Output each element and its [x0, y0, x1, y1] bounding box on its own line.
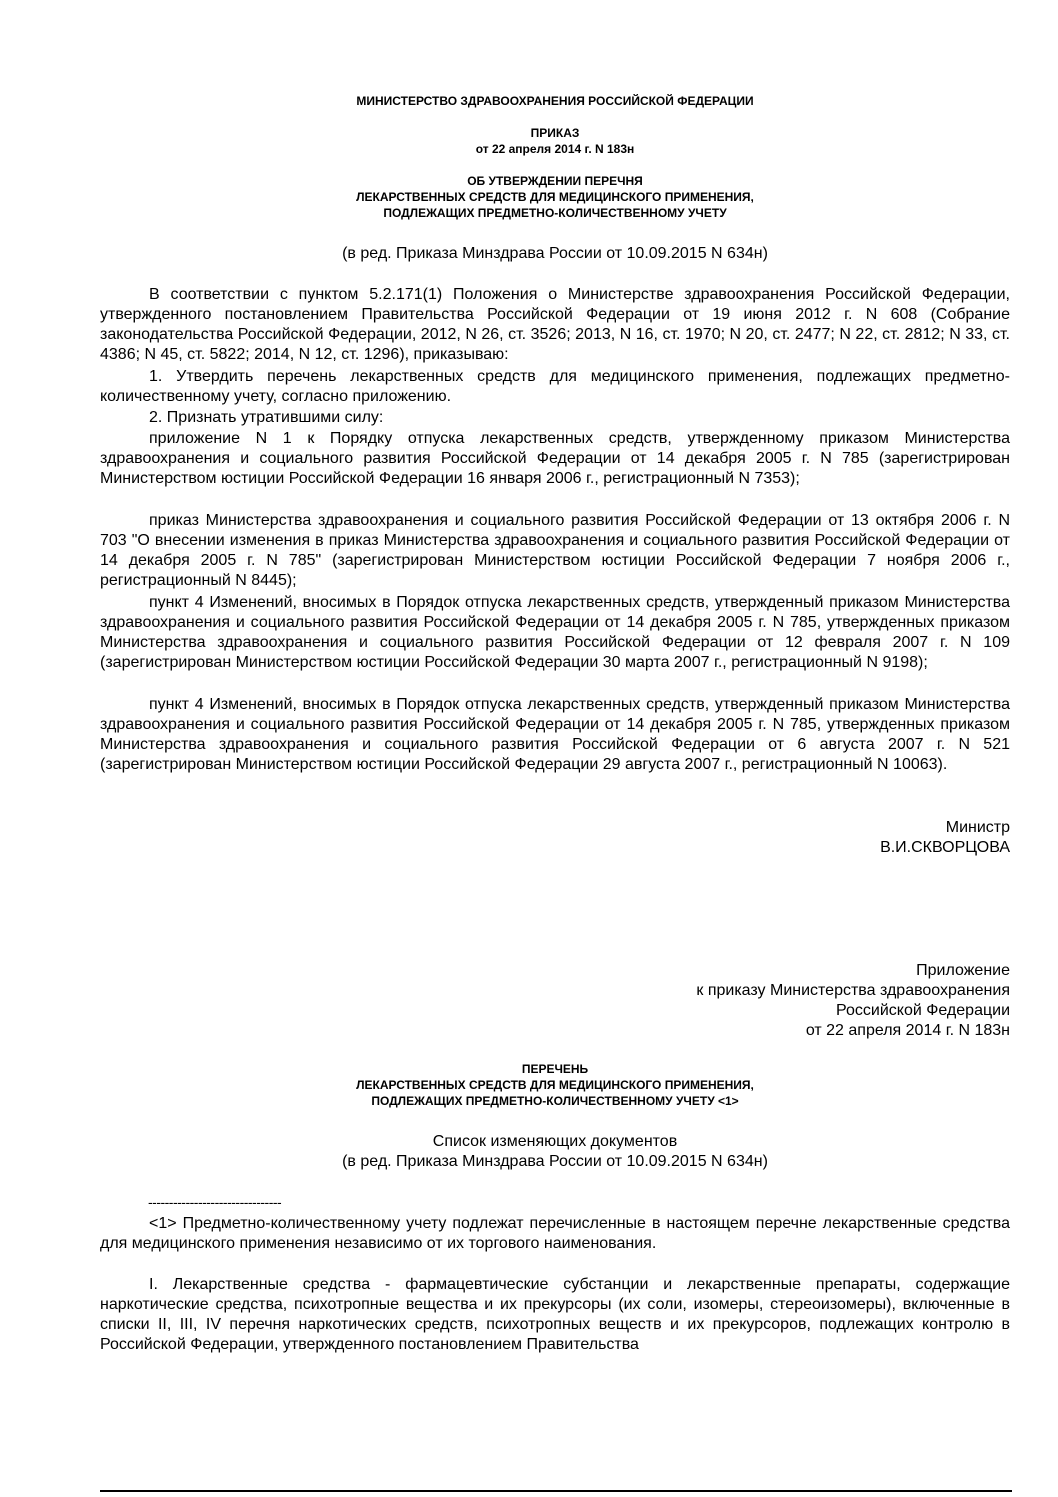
order-title-line-1: ОБ УТВЕРЖДЕНИИ ПЕРЕЧНЯ [467, 174, 643, 188]
page-bottom-rule [100, 1490, 1012, 1492]
section-1-text: I. Лекарственные средства - фармацевтические субстанции и лекарственные препараты, содержащие наркотические средства, психотропные вещества и их прекурсоры (их соли, изомеры, стереоизомеры), включенные в списки II, III, IV перечня наркотических средств, психотропных веществ и их прекурсоров, подлежащих контролю в Российской Федерации, утвержденного постановлением Правительства [100, 1276, 1010, 1353]
appendix-ref-date: от 22 апреля 2014 г. N 183н [805, 1022, 1010, 1039]
paragraph-repeal-3: пункт 4 Изменений, вносимых в Порядок отпуска лекарственных средств, утвержденный приказом Министерства здравоохранения и социального развития Российской Федерации от 14 декабря 2005 г. N 785, утвержденных приказом Министерства здравоохранения и социального развития Российской Федерации от 12 февраля 2007 г. N 109 (зарегистрирован Министерством юстиции Российской Федерации 30 марта 2007 г., регистрационный N 9198); [100, 594, 1010, 671]
order-title-line-2: ЛЕКАРСТВЕННЫХ СРЕДСТВ ДЛЯ МЕДИЦИНСКОГО ПРИМЕНЕНИЯ, [356, 190, 754, 204]
paragraph-preamble: В соответствии с пунктом 5.2.171(1) Положения о Министерстве здравоохранения Российской Федерации, утвержденного постановлением Правительства Российской Федерации от 19 июня 2012 г. N 608 (Собрание законодательства Российской Федерации, 2012, N 26, ст. 3526; 2013, N 16, ст. 1970; N 20, ст. 2477; N 22, ст. 2812; N 33, ст. 4386; N 45, ст. 5822; 2014, N 12, ст. 1296), приказываю: [100, 286, 1010, 363]
order-word: ПРИКАЗ [530, 126, 580, 140]
footnote-separator: -------------------------------- [148, 1194, 282, 1210]
paragraph-repeal-2: приказ Министерства здравоохранения и социального развития Российской Федерации от 13 октября 2006 г. N 703 "О внесении изменения в приказ Министерства здравоохранения и социального развития Российской Федерации от 14 декабря 2005 г. N 785" (зарегистрирован Министерством юстиции Российской Федерации 7 ноября 2006 г., регистрационный N 8445); [100, 512, 1010, 589]
order-title-line-3: ПОДЛЕЖАЩИХ ПРЕДМЕТНО-КОЛИЧЕСТВЕННОМУ УЧЕТУ [383, 206, 727, 220]
paragraph-item-1: 1. Утвердить перечень лекарственных средств для медицинского применения, подлежащих предметно-количественному учету, согласно приложению. [100, 368, 1010, 405]
appendix-ref-line-1: к приказу Министерства здравоохранения [696, 982, 1010, 999]
list-title-line-3: ПОДЛЕЖАЩИХ ПРЕДМЕТНО-КОЛИЧЕСТВЕННОМУ УЧЕТУ <1> [371, 1094, 739, 1108]
paragraph-repeal-1: приложение N 1 к Порядку отпуска лекарственных средств, утвержденному приказом Министерства здравоохранения и социального развития Российской Федерации от 14 декабря 2005 г. N 785 (зарегистрирован Министерством юстиции Российской Федерации 16 января 2006 г., регистрационный N 7353); [100, 430, 1010, 487]
signature-position: Министр [945, 819, 1010, 836]
edition-note: (в ред. Приказа Минздрава России от 10.09.2015 N 634н) [342, 245, 768, 262]
footnote-text: <1> Предметно-количественному учету подлежат перечисленные в настоящем перечне лекарственные средства для медицинского применения независимо от их торгового наименования. [100, 1215, 1010, 1252]
appendix-label: Приложение [916, 962, 1010, 979]
changes-edition: (в ред. Приказа Минздрава России от 10.09.2015 N 634н) [342, 1153, 768, 1170]
ministry-heading: МИНИСТЕРСТВО ЗДРАВООХРАНЕНИЯ РОССИЙСКОЙ ФЕДЕРАЦИИ [356, 94, 754, 108]
signature-name: В.И.СКВОРЦОВА [880, 839, 1010, 856]
list-title-line-2: ЛЕКАРСТВЕННЫХ СРЕДСТВ ДЛЯ МЕДИЦИНСКОГО ПРИМЕНЕНИЯ, [356, 1078, 754, 1092]
appendix-ref-line-2: Российской Федерации [836, 1002, 1010, 1019]
changes-heading: Список изменяющих документов [432, 1133, 678, 1150]
order-date: от 22 апреля 2014 г. N 183н [475, 142, 635, 156]
paragraph-repeal-4: пункт 4 Изменений, вносимых в Порядок отпуска лекарственных средств, утвержденный приказом Министерства здравоохранения и социального развития Российской Федерации от 14 декабря 2005 г. N 785, утвержденных приказом Министерства здравоохранения и социального развития Российской Федерации от 6 августа 2007 г. N 521 (зарегистрирован Министерством юстиции Российской Федерации 29 августа 2007 г., регистрационный N 10063). [100, 696, 1010, 773]
list-title-line-1: ПЕРЕЧЕНЬ [521, 1062, 589, 1076]
paragraph-item-2: 2. Признать утратившими силу: [149, 409, 384, 426]
